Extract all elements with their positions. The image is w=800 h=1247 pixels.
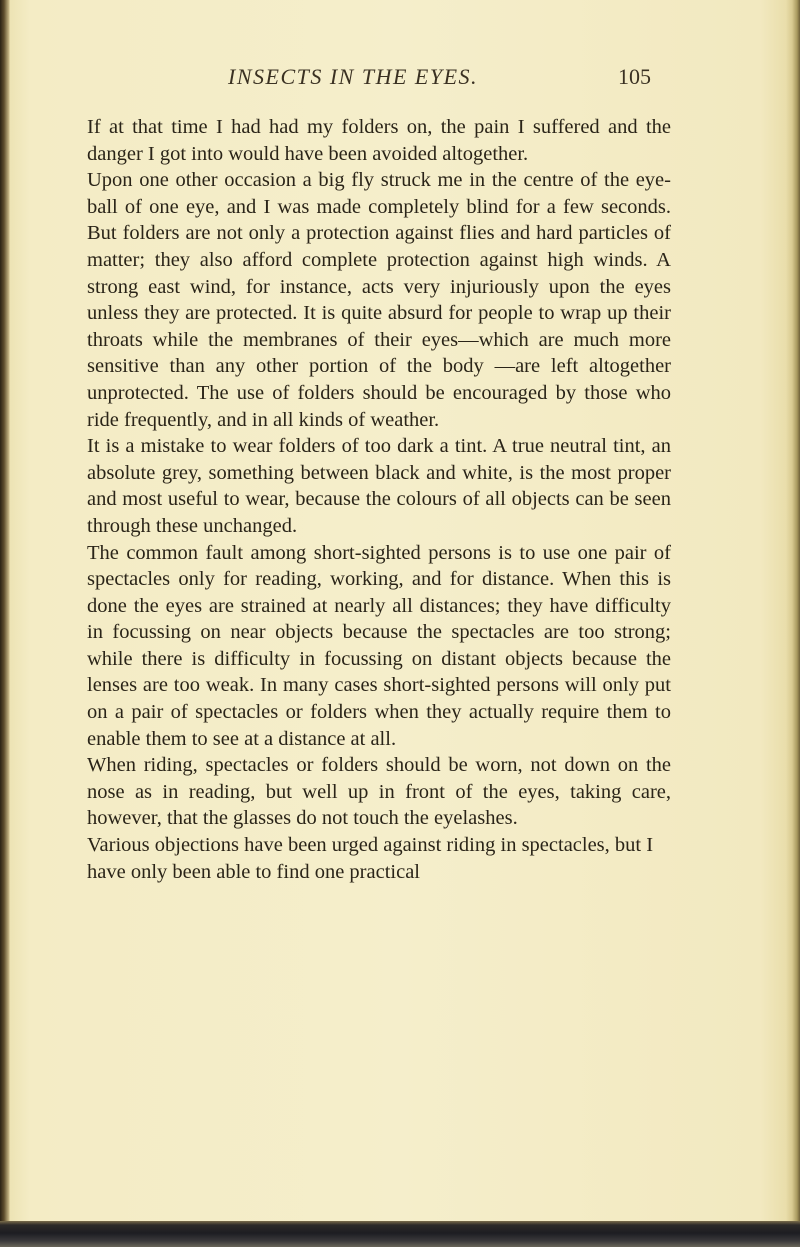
body-text: [87, 114, 671, 885]
paragraph-6: Various objections have been urged against riding in spectacles, but I have only been able to find one practical: [87, 834, 654, 883]
paragraph-5: When riding, spectacles or folders should be worn, not down on the nose as in reading, but well up in front of the eyes, taking care, however, that the glasses do not touch the eyelashes.: [87, 754, 671, 830]
running-head: INSECTS IN THE EYES.: [228, 64, 479, 89]
page-outer-edge: [786, 0, 800, 1247]
paragraph-3: It is a mistake to wear folders of too dark a tint. A true neutral tint, an absolute grey, something between black and white, is the most proper and most useful to wear, because the colours of all objects can be seen through these unchanged.: [87, 435, 671, 537]
page-header: [0, 62, 800, 92]
paragraph-1: If at that time I had had my folders on, the pain I suffered and the danger I got into would have been avoided altogether.: [87, 116, 671, 165]
page-gutter-edge: [0, 0, 10, 1247]
paragraph-4: The common fault among short-sighted persons is to use one pair of spectacles only for reading, working, and for distance. When this is done the eyes are strained at nearly all distances; they have difficulty in focussing on near objects because the spectacles are too strong; while there is difficulty in focussing on distant objects because the lenses are too weak. In many cases short-sighted persons will only put on a pair of spectacles or folders when they actually require them to enable them to see at a distance at all.: [87, 541, 671, 750]
page-number: 105: [618, 64, 651, 89]
paragraph-2: Upon one other occasion a big fly struck me in the centre of the eye-ball of one eye, and I was made completely blind for a few seconds. But folders are not only a protection against flies and hard particles of matter; they also afford complete protection against high winds. A strong east wind, for instance, acts very injuriously upon the eyes unless they are protected. It is quite absurd for people to wrap up their throats while the membranes of their eyes—which are much more sensitive than any other portion of the body —are left altogether unprotected. The use of folders should be encouraged by those who ride frequently, and in all kinds of weather.: [87, 169, 671, 431]
scan-bottom-edge: [0, 1221, 800, 1247]
